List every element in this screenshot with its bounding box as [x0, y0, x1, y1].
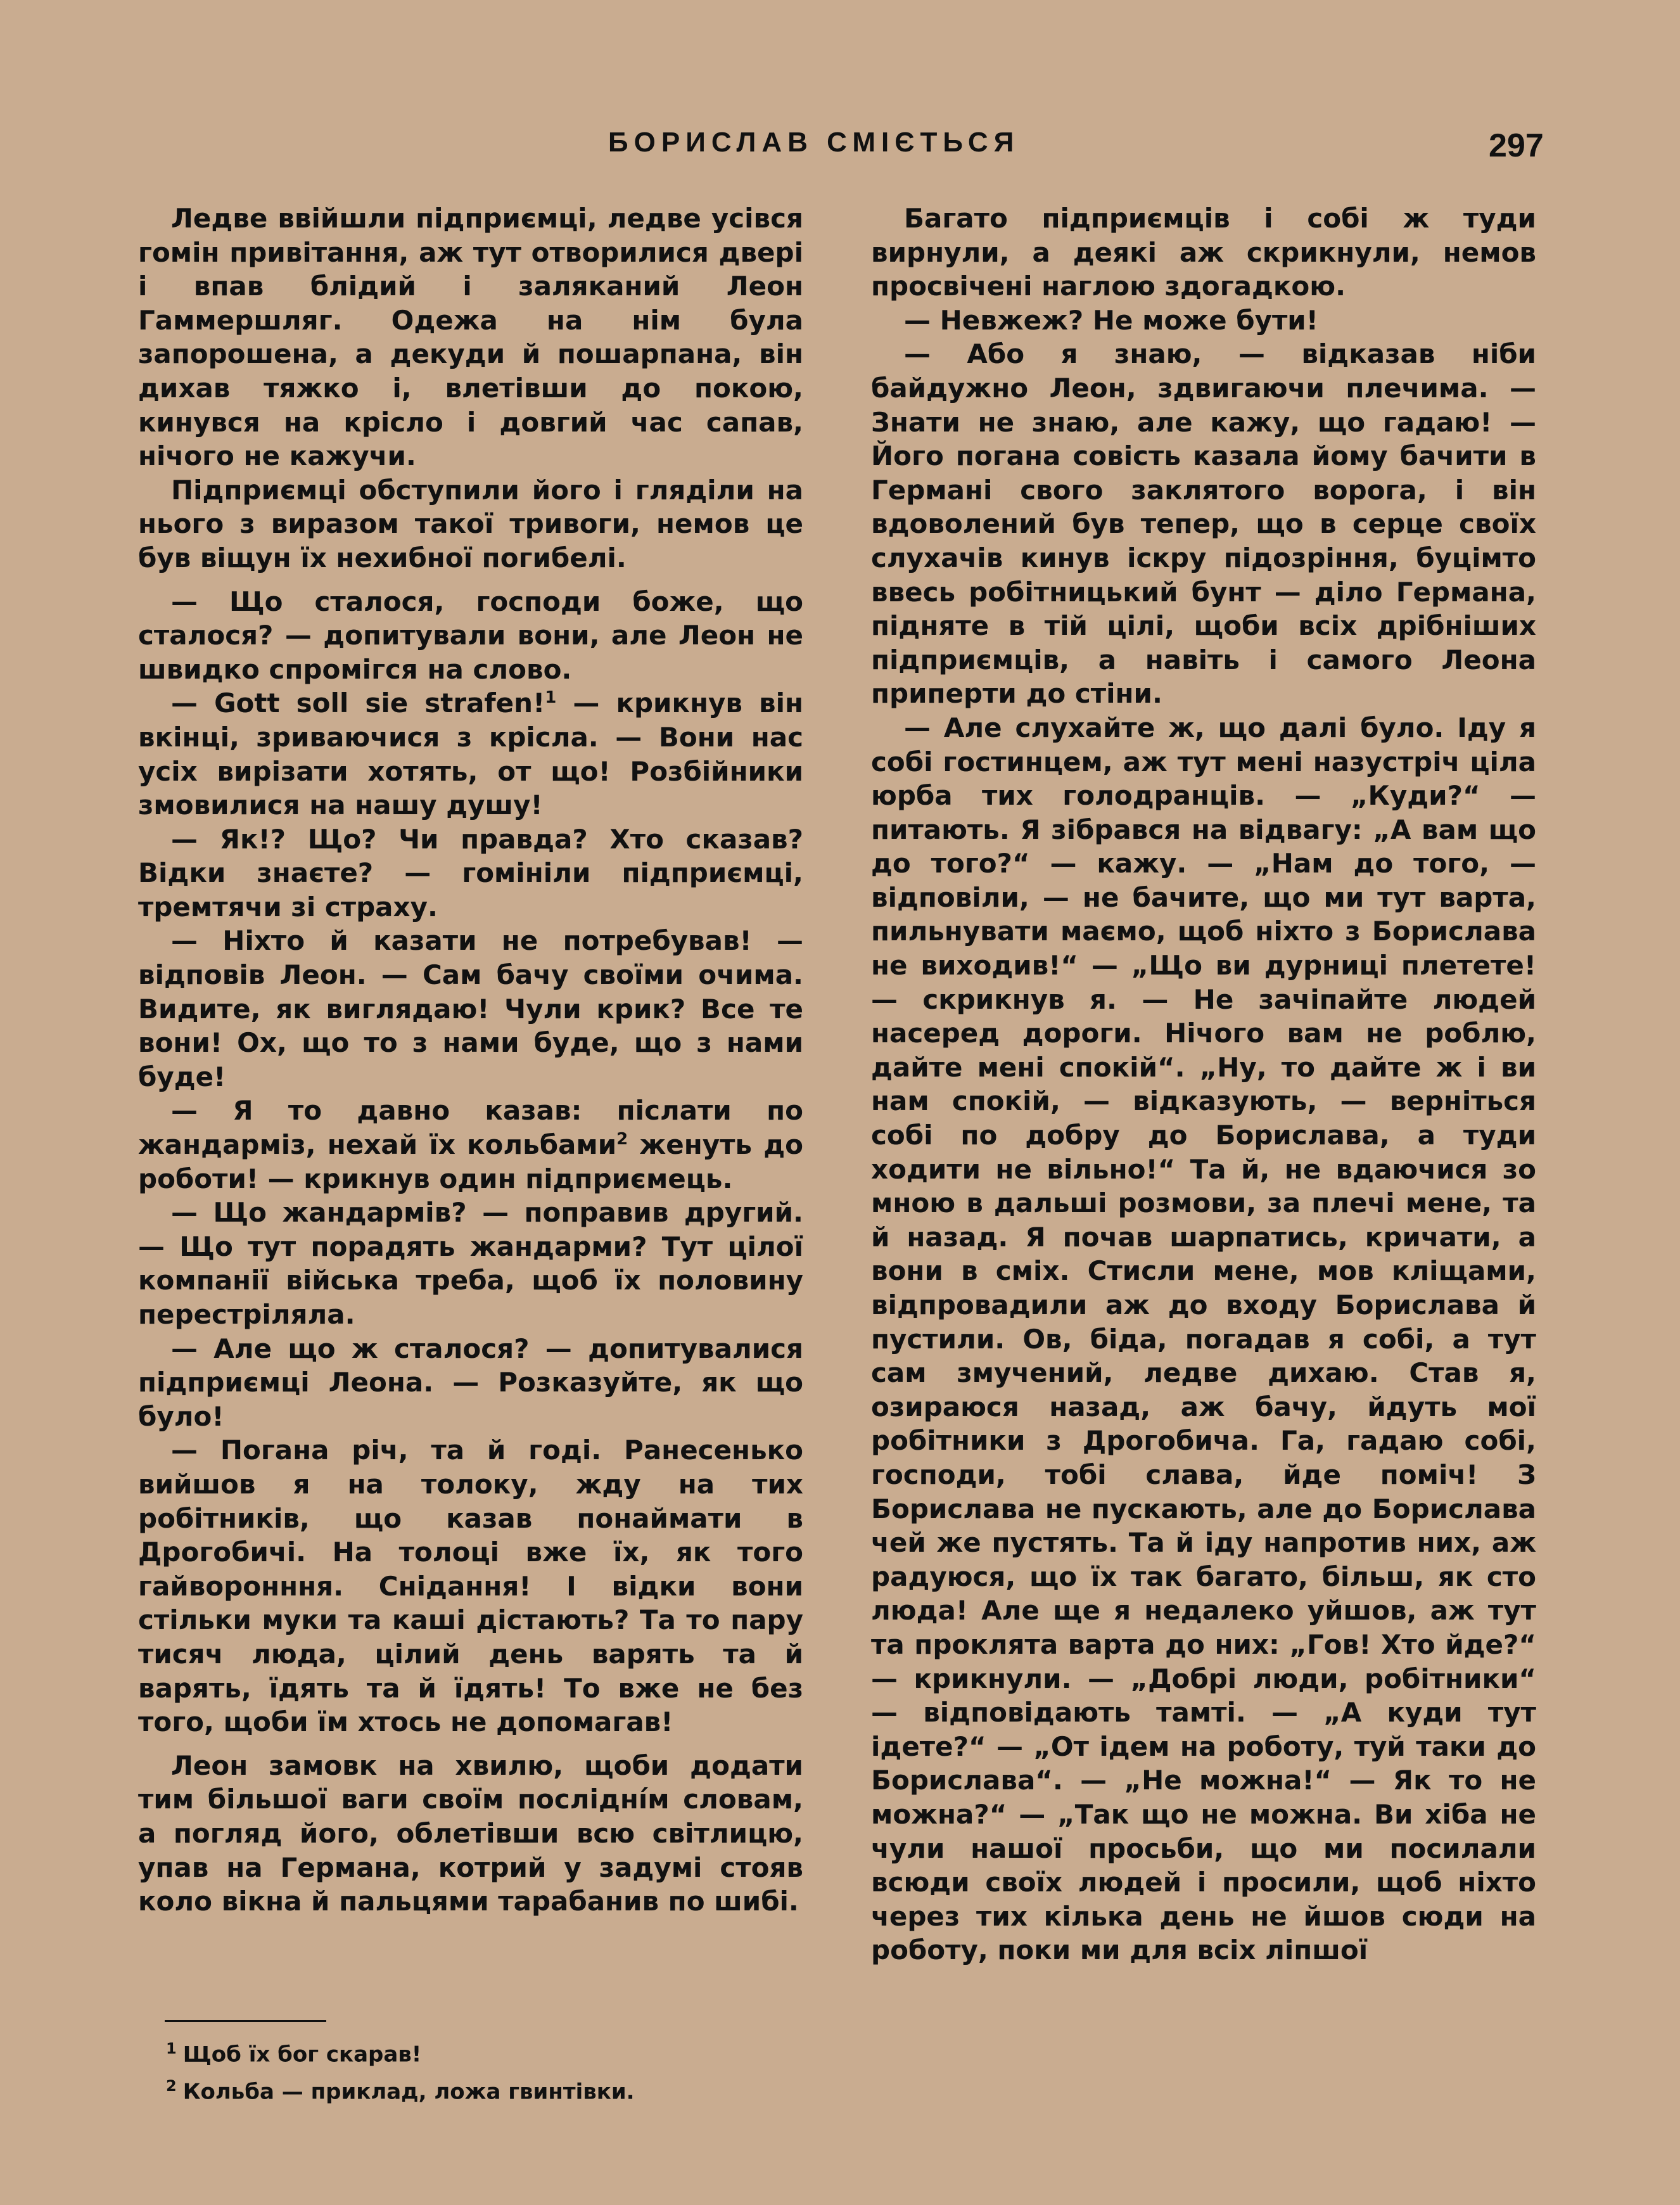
paragraph	[138, 1094, 803, 1196]
footnotes	[166, 2033, 799, 2108]
paragraph: — Що жандармів? — поправив другий. — Що тут порадять жандарми? Тут цілої компанії війська треба, щоб їх половину перестріляла.	[138, 1197, 803, 1330]
footnote-number: 1	[166, 2040, 177, 2057]
paragraph: — Погана річ, та й годі. Ранесенько вийшов я на толоку, жду на тих робітників, що казав понаймати в Дрогобичі. На толоці вже їх, як того гайворонння. Снідання! І відки вони стільки муки та каші дістають? Та то пару тисяч люда, цілий день варять та й варять, їдять та й їдять! То вже не без того, щоби їм хтось не допомагав!	[138, 1435, 803, 1738]
paragraph-text: — Gott soll sie strafen!	[171, 687, 545, 719]
paragraph: — Що сталося, господи боже, що сталося? — допитували вони, але Леон не швидко спромігся на слово.	[138, 585, 803, 685]
footnote-number: 2	[166, 2077, 177, 2095]
paragraph-text: женуть до роботи! — крикнув один підприємець.	[138, 1129, 803, 1194]
footnote-item	[166, 2070, 799, 2107]
paragraph: — Невжеж? Не може бути!	[904, 304, 1318, 336]
footnote-text: Кольба — приклад, ложа гвинтівки.	[182, 2079, 635, 2105]
paragraph: — Але що ж сталося? — допитувалися підприємці Леона. — Розказуйте, як що було!	[138, 1333, 803, 1432]
paragraph-text: — Я то давно казав: післати по жандарміз, нехай їх кольбами	[138, 1095, 803, 1161]
paragraph-text: — крикнув він вкінці, зриваючися з крісла. — Вони нас усіх вирізати хотять, от що! Розбійники змовилися на нашу душу!	[138, 687, 803, 821]
paragraph: — Ніхто й казати не потребував! — відповів Леон. — Сам бачу своїми очима. Видите, як виглядаю! Чули крик? Все те вони! Ох, що то з нами буде, що з нами буде!	[138, 925, 803, 1092]
paragraph: Підприємці обступили його і гляділи на нього з виразом такої тривоги, немов це був віщун їх нехибної погибелі.	[138, 474, 803, 573]
footnote-mark: 1	[545, 688, 557, 708]
running-title: БОРИСЛАВ СМІЄТЬСЯ	[608, 127, 1020, 158]
paragraph: — Як!? Що? Чи правда? Хто сказав? Відки знаєте? — гомініли підприємці, тремтячи зі страху.	[138, 823, 803, 923]
footnote-text: Щоб їх бог скарав!	[182, 2042, 422, 2068]
page-number: 297	[1489, 127, 1544, 164]
paragraph: Ледве ввійшли підприємці, ледве усівся гомін привітання, аж тут отворилися двері і впав блідий і заляканий Леон Гаммершляг. Одежа на нім була запорошена, а декуди й пошарпана, він дихав тяжко і, влетівши до покою, кинувся на крісло і довгий час сапав, нічого не кажучи.	[138, 203, 803, 472]
paragraph: Багато підприємців і собі ж туди вирнули, а деякі аж скрикнули, немов просвічені наглою здогадкою.	[871, 203, 1536, 302]
footnote-item	[166, 2033, 799, 2070]
paragraph: Леон замовк на хвилю, щоби додати тим більшої ваги своїм послідні́м словам, а погляд його, облетівши всю світлицю, упав на Германа, котрий у задумі стояв коло вікна й пальцями тарабанив по шибі.	[138, 1749, 803, 1917]
footnote-mark: 2	[616, 1130, 628, 1149]
left-column	[138, 201, 803, 1919]
paragraph	[138, 686, 803, 822]
paragraph: — Але слухайте ж, що далі було. Іду я собі гостинцем, аж тут мені назустріч ціла юрба тих голодранців. — „Куди?“ — питають. Я зібрався на відвагу: „А вам що до того?“ — кажу. — „Нам до того, — відповіли, — не бачите, що ми тут варта, пильнувати маємо, щоб ніхто з Борислава не виходив!“ — „Що ви дурниці плетете! — скрикнув я. — Не зачіпайте людей насеред дороги. Нічого вам не роблю, дайте мені спокій“. „Ну, то дайте ж і ви нам спокій, — відказують, — верніться собі по добру до Борислава, а туди ходити не вільно!“ Та й, не вдаючися зо мною в дальші розмови, за плечі мене, та й назад. Я почав шарпатись, кричати, а вони в сміх. Стисли мене, мов кліщами, відпровадили аж до входу Борислава й пустили. Ов, біда, погадав я собі, а тут сам змучений, ледве дихаю. Став я, озираюся назад, аж бачу, йдуть мої робітники з Дрогобича. Га, гадаю собі, господи, тобі слава, йде поміч! З Борислава не пускають, але до Борислава чей же пустять. Та й іду напротив них, аж радуюся, що їх так багато, більш, як сто люда! Але ще я недалеко уйшов, аж тут та проклята варта до них: „Гов! Хто йде?“ — крикнули. — „Добрі люди, робітники“ — відповідають тамті. — „А куди тут ідете?“ — „От ідем на роботу, туй таки до Борислава“. — „Не можна!“ — Як то не можна?“ — „Так що не можна. Ви хіба не чули нашої просьби, що ми посилали всюди своїх людей і просили, щоб ніхто через тих кілька день не йшов сюди на роботу, поки ми для всіх ліпшої	[871, 712, 1536, 1966]
footnote-divider	[165, 2020, 326, 2022]
paragraph: — Або я знаю, — відказав ніби байдужно Леон, здвигаючи плечима. — Знати не знаю, але кажу, що гадаю! — Його погана совість казала йому бачити в Германі свого заклятого ворога, і він вдоволений був тепер, що в серце своїх слухачів кинув іскру підозріння, буцімто ввесь робітницький бунт — діло Германа, підняте в тій цілі, щоби всіх дрібніших підприємців, а навіть і самого Леона приперти до стіни.	[871, 338, 1536, 710]
right-column	[871, 201, 1536, 1967]
